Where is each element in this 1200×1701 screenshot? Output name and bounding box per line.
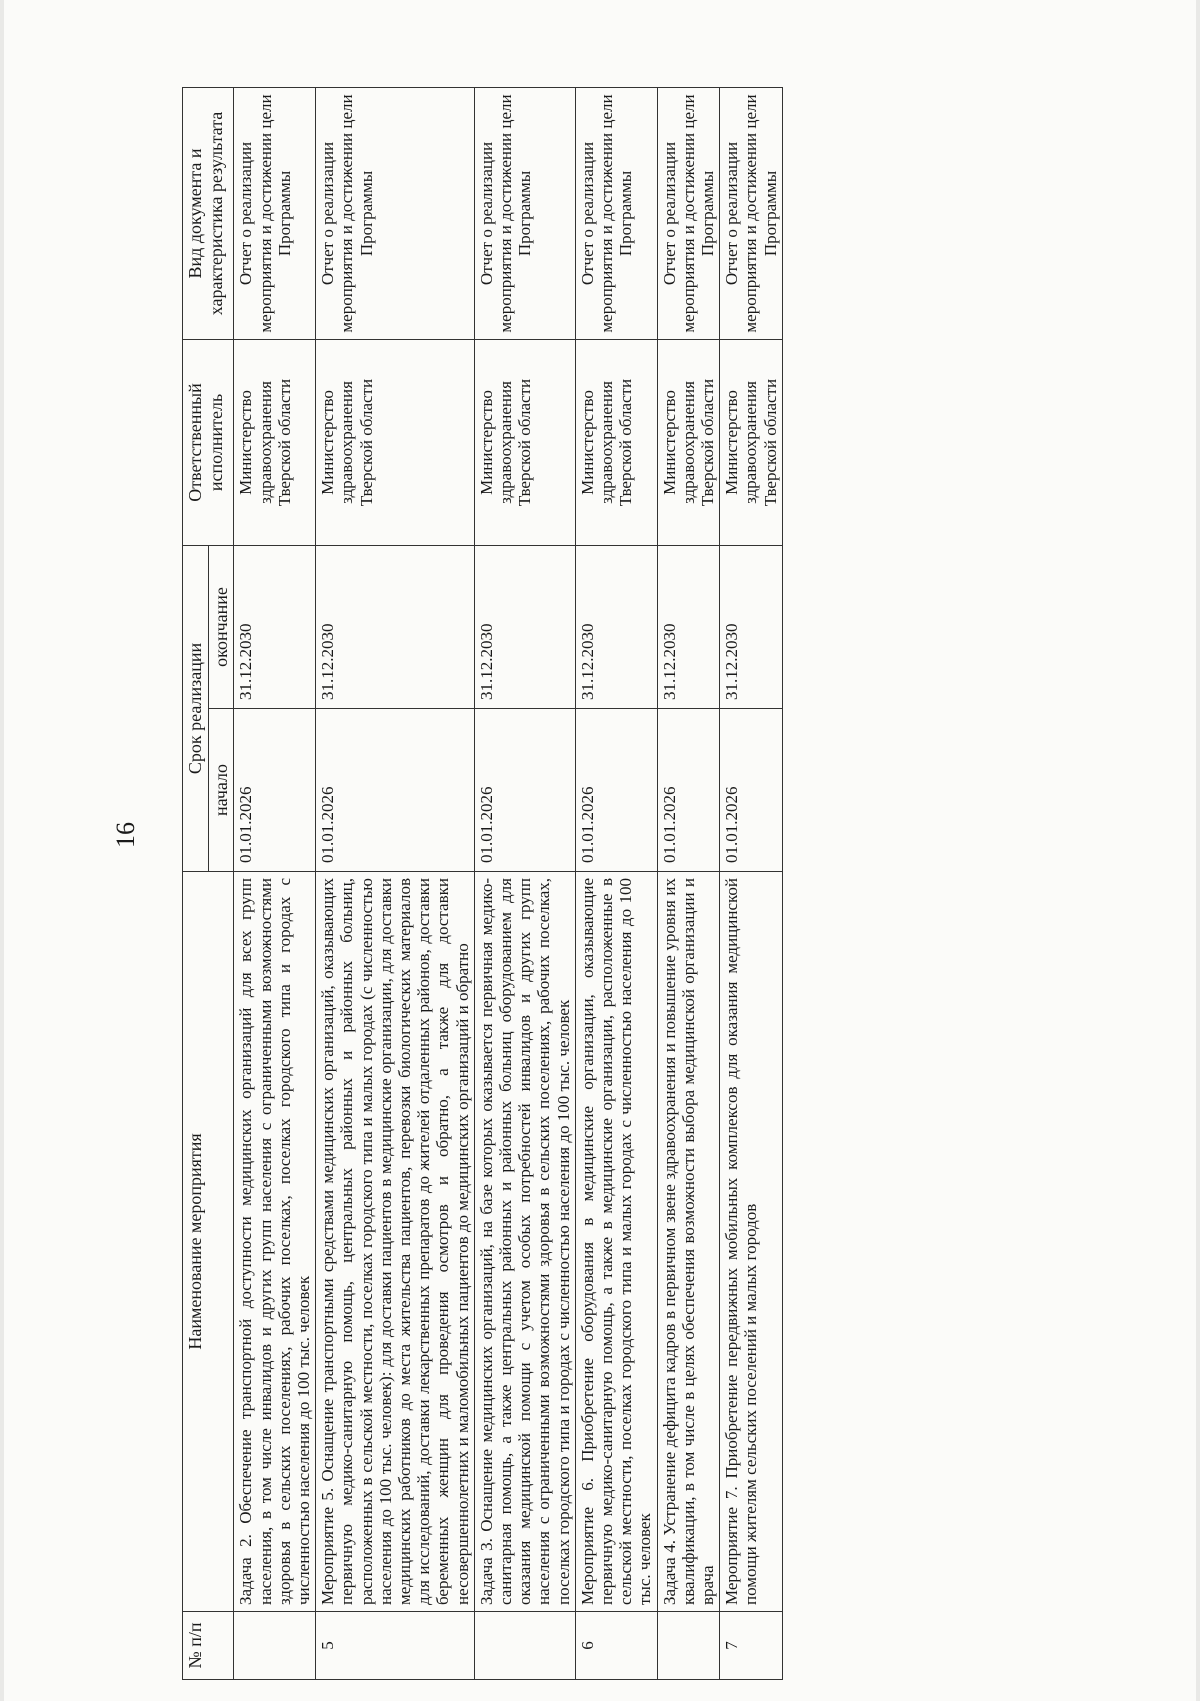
table-row <box>575 87 657 1679</box>
row-executor: Министерство здравоохранения Тверской области <box>720 339 783 545</box>
row-executor: Министерство здравоохранения Тверской области <box>234 339 316 545</box>
document-page <box>4 0 1196 1701</box>
row-start: 01.01.2026 <box>720 709 783 872</box>
row-number <box>657 1612 720 1680</box>
row-number <box>234 1612 316 1680</box>
table-row <box>234 87 316 1679</box>
rotated-table-wrapper <box>182 88 1090 1680</box>
row-executor: Министерство здравоохранения Тверской области <box>575 339 657 545</box>
row-end: 31.12.2030 <box>657 545 720 708</box>
activities-table <box>182 87 783 1680</box>
row-start: 01.01.2026 <box>575 709 657 872</box>
row-number: 5 <box>316 1612 475 1680</box>
row-name: Мероприятие 5. Оснащение транспортными средствами медицинских организаций, оказывающих первичную медико-санитарную помощь, центральных районных и районных больниц, расположенных в сельской местности, поселках городского типа и малых городах (с численностью населения до 100 тыс. человек): для доставки пациентов в медицинские организации, для доставки медицинских работников до места жительства пациентов, перевозки биологических материалов для исследований, доставки лекарственных препаратов до жителей отдаленных районов, доставки беременных женщин для проведения осмотров и обратно, а также для доставки несовершеннолетних и маломобильных пациентов до медицинских организаций и обратно <box>316 872 475 1612</box>
header-name: Наименование мероприятия <box>183 872 234 1612</box>
row-start: 01.01.2026 <box>234 709 316 872</box>
row-start: 01.01.2026 <box>474 709 575 872</box>
row-start: 01.01.2026 <box>657 709 720 872</box>
row-end: 31.12.2030 <box>234 545 316 708</box>
row-executor: Министерство здравоохранения Тверской области <box>316 339 475 545</box>
row-name: Задача 2. Обеспечение транспортной доступности медицинских организаций для всех групп населения, в том числе инвалидов и других групп населения с ограниченными возможностями здоровья в сельских поселениях, рабочих поселках, поселках городского типа и городах с численностью населения до 100 тыс. человек <box>234 872 316 1612</box>
table-row <box>316 87 475 1679</box>
header-executor: Ответственный исполнитель <box>183 339 234 545</box>
row-name: Мероприятие 6. Приобретение оборудования в медицинские организации, оказывающие первичную медико-санитарную помощь, а также в медицинские организации, расположенные в сельской местности, поселках городского типа и малых городах с численностью населения до 100 тыс. человек <box>575 872 657 1612</box>
row-document: Отчет о реализации мероприятия и достижении цели Программы <box>474 87 575 339</box>
row-document: Отчет о реализации мероприятия и достижении цели Программы <box>720 87 783 339</box>
header-period: Срок реализации <box>183 545 209 871</box>
table-row <box>720 87 783 1679</box>
row-name: Задача 3. Оснащение медицинских организаций, на базе которых оказывается первичная медико-санитарная помощь, а также центральных районных и районных больниц оборудованием для оказания медицинской помощи с учетом особых потребностей инвалидов и других групп населения с ограниченными возможностями здоровья в сельских поселениях, рабочих поселках, поселках городского типа и городах с численностью населения до 100 тыс. человек <box>474 872 575 1612</box>
row-end: 31.12.2030 <box>474 545 575 708</box>
row-document: Отчет о реализации мероприятия и достижении цели Программы <box>234 87 316 339</box>
header-number: № п/п <box>183 1612 234 1680</box>
row-executor: Министерство здравоохранения Тверской области <box>657 339 720 545</box>
header-document: Вид документа и характеристика результата <box>183 87 234 339</box>
row-executor: Министерство здравоохранения Тверской области <box>474 339 575 545</box>
row-number: 7 <box>720 1612 783 1680</box>
page-number: 16 <box>111 822 140 848</box>
row-number <box>474 1612 575 1680</box>
table-row <box>657 87 720 1679</box>
header-end: окончание <box>208 545 234 708</box>
row-document: Отчет о реализации мероприятия и достижении цели Программы <box>657 87 720 339</box>
row-start: 01.01.2026 <box>316 709 475 872</box>
table-header-row <box>183 87 209 1679</box>
row-number: 6 <box>575 1612 657 1680</box>
row-name: Мероприятие 7. Приобретение передвижных мобильных комплексов для оказания медицинской помощи жителям сельских поселений и малых городов <box>720 872 783 1612</box>
table-row <box>474 87 575 1679</box>
row-document: Отчет о реализации мероприятия и достижении цели Программы <box>316 87 475 339</box>
row-name: Задача 4. Устранение дефицита кадров в первичном звене здравоохранения и повышение уровня их квалификации, в том числе в целях обеспечения возможности выбора медицинской организации и врача <box>657 872 720 1612</box>
row-end: 31.12.2030 <box>316 545 475 708</box>
row-end: 31.12.2030 <box>575 545 657 708</box>
header-start: начало <box>208 709 234 872</box>
row-end: 31.12.2030 <box>720 545 783 708</box>
row-document: Отчет о реализации мероприятия и достижении цели Программы <box>575 87 657 339</box>
